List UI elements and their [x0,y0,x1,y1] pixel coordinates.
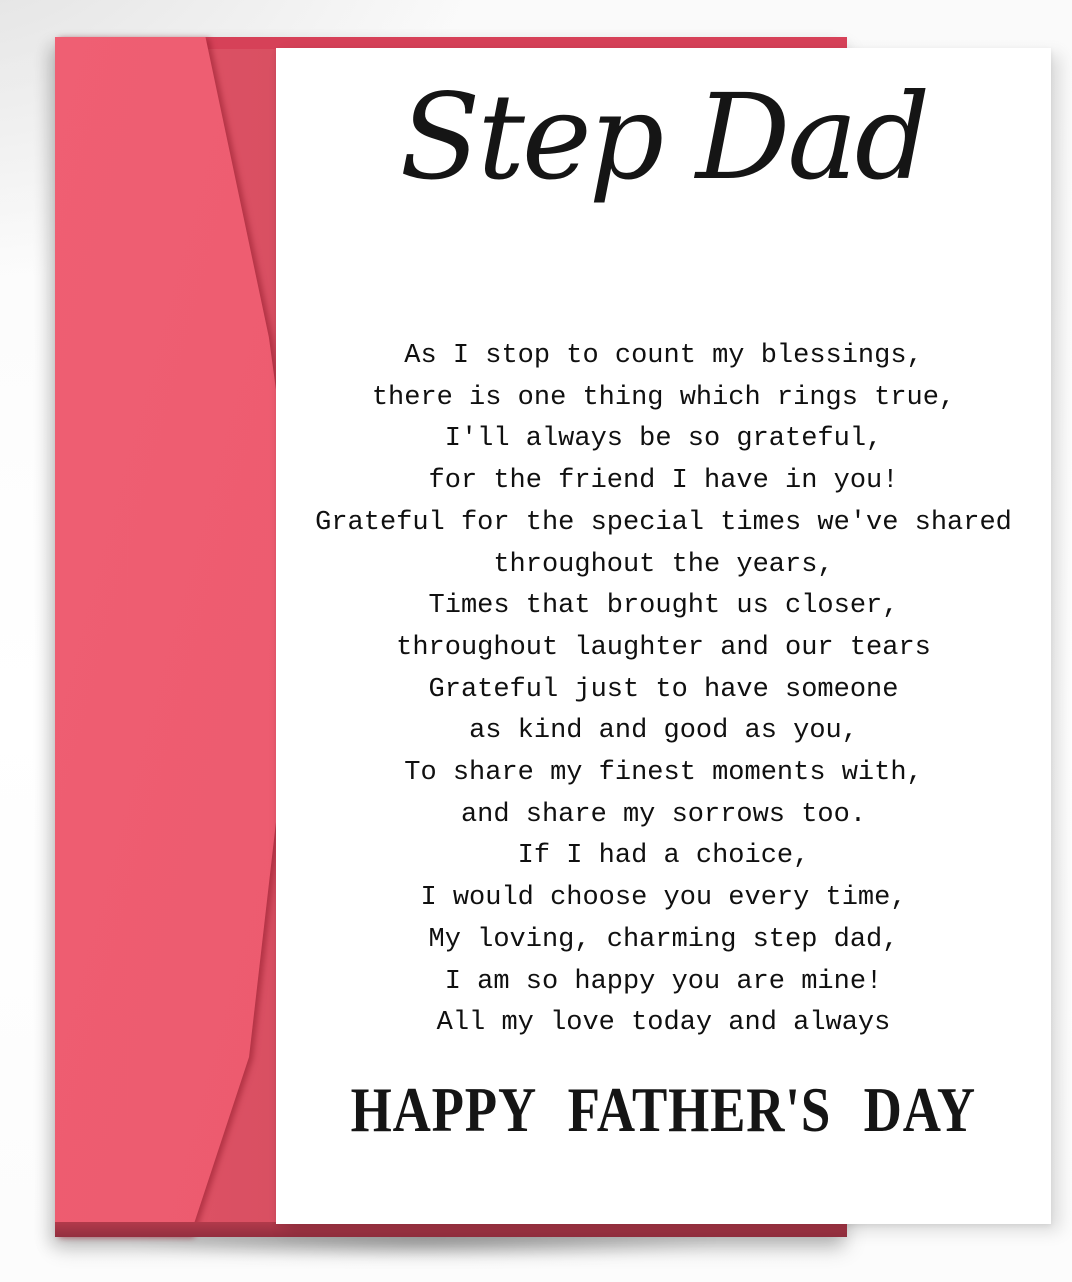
poem-line: Grateful just to have someone [428,674,899,705]
footer-greeting: HAPPY FATHER'S DAY [350,1075,977,1145]
poem-line: All my love today and always [436,1008,891,1039]
greeting-card [276,48,1051,1224]
poem-line: I am so happy you are mine! [444,966,883,997]
poem-line: throughout the years, [493,549,834,580]
card-title: Step Dad [399,68,928,206]
poem-line: and share my sorrows too. [460,799,867,830]
poem-line: My loving, charming step dad, [428,924,899,955]
poem-line: throughout laughter and our tears [396,632,931,663]
poem-line: Grateful for the special times we've shared [315,507,1012,538]
poem-line: I'll always be so grateful, [444,424,883,455]
poem-line: there is one thing which rings true, [371,382,956,413]
poem-line: I would choose you every time, [420,883,907,914]
poem-line: for the friend I have in you! [428,466,899,497]
poem-line: To share my finest moments with, [404,758,923,789]
poem-line: as kind and good as you, [469,716,858,747]
envelope-bottom-edge [55,1222,847,1237]
poem-line: As I stop to count my blessings, [404,341,923,371]
footer [276,1074,1051,1147]
poem [276,336,1051,1045]
poem-line: Times that brought us closer, [428,591,899,622]
poem-line: If I had a choice, [517,841,810,872]
